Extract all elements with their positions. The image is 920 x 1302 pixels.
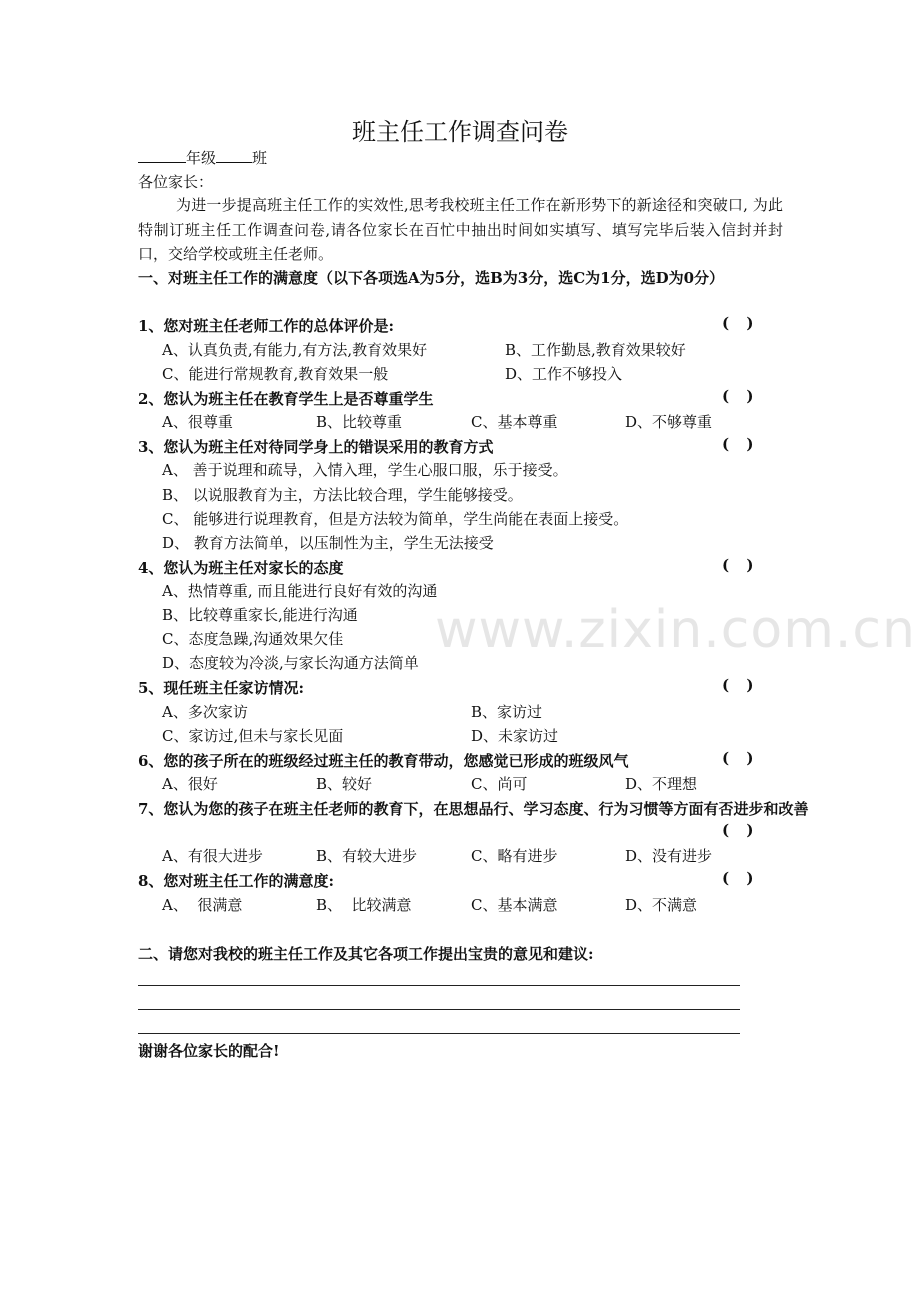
q5-option-c[interactable]: C、家访过,但未与家长见面: [162, 727, 344, 745]
q7-option-a[interactable]: A、有很大进步: [162, 847, 263, 865]
q8-option-d[interactable]: D、不满意: [625, 896, 698, 914]
q1-option-d[interactable]: D、工作不够投入: [505, 365, 623, 383]
grade-blank[interactable]: [138, 148, 186, 163]
q2-option-b[interactable]: B、比较尊重: [316, 413, 403, 431]
class-label: 班: [252, 149, 268, 167]
q6-option-b[interactable]: B、较好: [316, 775, 373, 793]
question-7: 7、您认为您的孩子在班主任老师的教育下，在思想品行、学习态度、行为习惯等方面有否进步和改善: [138, 800, 809, 818]
q1-option-c[interactable]: C、能进行常规教育,教育效果一般: [162, 365, 389, 383]
question-5: 5、现任班主任家访情况:: [138, 679, 304, 697]
q2-option-a[interactable]: A、很尊重: [162, 413, 233, 431]
question-2: 2、您认为班主任在教育学生上是否尊重学生: [138, 390, 434, 408]
q8-option-b[interactable]: B、 比较满意: [316, 896, 412, 914]
q2-option-c[interactable]: C、基本尊重: [471, 413, 558, 431]
q4-option-a[interactable]: A、热情尊重, 而且能进行良好有效的沟通: [162, 582, 438, 600]
q8-option-c[interactable]: C、基本满意: [471, 896, 558, 914]
answer-box-4[interactable]: ( ): [722, 556, 760, 574]
q8-option-a[interactable]: A、 很满意: [162, 896, 243, 914]
q3-option-b[interactable]: B、 以说服教育为主，方法比较合理，学生能够接受。: [162, 486, 523, 504]
q3-option-c[interactable]: C、 能够进行说理教育，但是方法较为简单，学生尚能在表面上接受。: [162, 510, 629, 528]
q7-option-c[interactable]: C、略有进步: [471, 847, 558, 865]
q6-option-c[interactable]: C、尚可: [471, 775, 528, 793]
question-4: 4、您认为班主任对家长的态度: [138, 559, 344, 577]
question-6: 6、您的孩子所在的班级经过班主任的教育带动，您感觉已形成的班级风气: [138, 752, 629, 770]
grade-label: 年级: [186, 149, 217, 167]
answer-box-6[interactable]: ( ): [722, 749, 760, 767]
q4-option-c[interactable]: C、态度急躁,沟通效果欠佳: [162, 630, 344, 648]
answer-box-5[interactable]: ( ): [722, 676, 760, 694]
answer-box-8[interactable]: ( ): [722, 869, 760, 887]
q7-option-d[interactable]: D、没有进步: [625, 847, 713, 865]
document-title: 班主任工作调查问卷: [352, 118, 568, 146]
answer-box-1[interactable]: ( ): [722, 314, 760, 332]
q2-option-d[interactable]: D、不够尊重: [625, 413, 713, 431]
class-blank[interactable]: [216, 148, 252, 163]
answer-line-2[interactable]: [138, 1009, 740, 1010]
question-3: 3、您认为班主任对待同学身上的错误采用的教育方式: [138, 438, 494, 456]
q6-option-d[interactable]: D、不理想: [625, 775, 698, 793]
q5-option-a[interactable]: A、多次家访: [162, 703, 248, 721]
q3-option-d[interactable]: D、 教育方法简单，以压制性为主，学生无法接受: [162, 534, 494, 552]
closing-text: 谢谢各位家长的配合!: [138, 1042, 280, 1060]
answer-box-3[interactable]: ( ): [722, 435, 760, 453]
q6-option-a[interactable]: A、很好: [162, 775, 218, 793]
class-line: [138, 146, 267, 170]
q3-option-a[interactable]: A、 善于说理和疏导，入情入理，学生心服口服，乐于接受。: [162, 461, 568, 479]
section2-heading: 二、请您对我校的班主任工作及其它各项工作提出宝贵的意见和建议:: [138, 945, 594, 963]
watermark-text: www.zixin.com.cn: [435, 600, 916, 660]
q4-option-b[interactable]: B、比较尊重家长,能进行沟通: [162, 606, 358, 624]
intro-paragraph: 为进一步提高班主任工作的实效性,思考我校班主任工作在新形势下的新途径和突破口, 为此特制订班主任工作调查问卷,请各位家长在百忙中抽出时间如实填写、填写完毕后装入信封并封口，交给学校或班主任老师。: [138, 196, 783, 263]
answer-line-1[interactable]: [138, 985, 740, 986]
q7-option-b[interactable]: B、有较大进步: [316, 847, 418, 865]
q1-option-a[interactable]: A、认真负责,有能力,有方法,教育效果好: [162, 341, 428, 359]
section1-heading: 一、对班主任工作的满意度（以下各项选A为5分，选B为3分，选C为1分，选D为0分）: [138, 269, 725, 287]
q5-option-d[interactable]: D、未家访过: [471, 727, 559, 745]
q4-option-d[interactable]: D、态度较为冷淡,与家长沟通方法简单: [162, 654, 419, 672]
answer-box-2[interactable]: ( ): [722, 387, 760, 405]
q1-option-b[interactable]: B、工作勤恳,教育效果较好: [505, 341, 686, 359]
greeting: 各位家长：: [138, 173, 214, 191]
answer-box-7[interactable]: ( ): [722, 821, 760, 839]
q5-option-b[interactable]: B、家访过: [471, 703, 543, 721]
question-1: 1、您对班主任老师工作的总体评价是:: [138, 317, 394, 335]
question-8: 8、您对班主任工作的满意度:: [138, 872, 334, 890]
answer-line-3[interactable]: [138, 1033, 740, 1034]
